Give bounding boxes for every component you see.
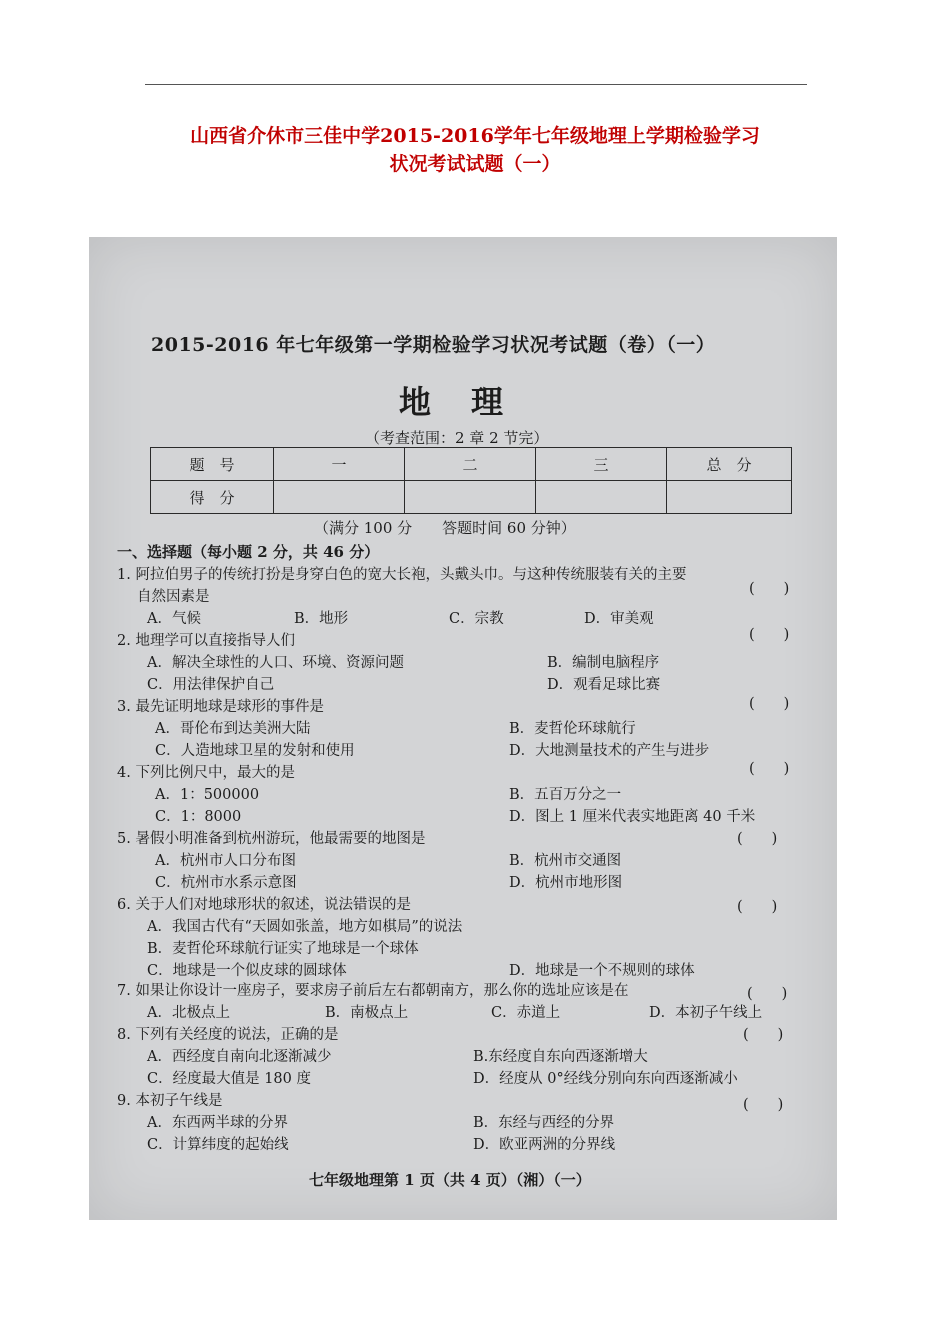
score-table-cell: 三 xyxy=(536,448,667,481)
option-a: A．解决全球性的人口、环境、资源问题 xyxy=(147,655,404,671)
score-table-row xyxy=(151,448,792,481)
answer-parentheses: ( ) xyxy=(749,627,790,643)
option-b: B．编制电脑程序 xyxy=(547,655,660,671)
option-a: A．杭州市人口分布图 xyxy=(155,853,296,869)
option-a: A．1：500000 xyxy=(155,787,260,803)
question-stem: 4. 下列比例尺中，最大的是 xyxy=(117,765,295,781)
option-c: C．经度最大值是 180 度 xyxy=(147,1071,311,1087)
question-stem: 3. 最先证明地球是球形的事件是 xyxy=(117,699,324,715)
score-table-cell xyxy=(536,481,667,514)
option-c: C．杭州市水系示意图 xyxy=(155,875,297,891)
score-table-cell: 二 xyxy=(405,448,536,481)
option-b: B．杭州市交通图 xyxy=(509,853,622,869)
answer-parentheses: ( ) xyxy=(737,899,778,915)
answer-parentheses: ( ) xyxy=(749,581,790,597)
option-c: C．人造地球卫星的发射和使用 xyxy=(155,743,355,759)
option-c: C．用法律保护自己 xyxy=(147,677,275,693)
option-b: B.东经度自东向西逐渐增大 xyxy=(473,1049,648,1065)
score-table-cell: 题 号 xyxy=(151,448,274,481)
score-table-cell: 一 xyxy=(274,448,405,481)
option-a: A．气候 xyxy=(147,611,201,627)
option-c: C．计算纬度的起始线 xyxy=(147,1137,289,1153)
option-c: C．宗教 xyxy=(449,611,504,627)
option-d: D．地球是一个不规则的球体 xyxy=(509,963,695,979)
question-stem: 1. 阿拉伯男子的传统打扮是身穿白色的宽大长袍，头戴头巾。与这种传统服装有关的主要 xyxy=(117,567,687,583)
option-b: B．地形 xyxy=(294,611,349,627)
option-d: D．经度从 0°经线分别向东向西逐渐减小 xyxy=(473,1071,738,1087)
score-table xyxy=(150,447,792,514)
score-table-cell: 得 分 xyxy=(151,481,274,514)
question-stem: 7. 如果让你设计一座房子，要求房子前后左右都朝南方，那么你的选址应该是在 xyxy=(117,983,629,999)
question-stem: 2. 地理学可以直接指导人们 xyxy=(117,633,295,649)
option-d: D．审美观 xyxy=(584,611,654,627)
document-title-line2: 状况考试试题（一） xyxy=(389,153,561,175)
question-stem: 9. 本初子午线是 xyxy=(117,1093,223,1109)
document-title xyxy=(120,122,830,178)
answer-parentheses: ( ) xyxy=(743,1097,784,1113)
option-d: D．图上 1 厘米代表实地距离 40 千米 xyxy=(509,809,756,825)
answer-parentheses: ( ) xyxy=(747,986,788,1002)
page-footer: 七年级地理第 1 页（共 4 页）（湘）（一） xyxy=(309,1171,591,1189)
option-d: D．本初子午线上 xyxy=(649,1005,763,1021)
answer-parentheses: ( ) xyxy=(749,761,790,777)
question-stem: 自然因素是 xyxy=(137,589,210,605)
option-c: C．地球是一个似皮球的圆球体 xyxy=(147,963,347,979)
option-a: A．东西两半球的分界 xyxy=(147,1115,288,1131)
section-title: 一、选择题（每小题 2 分，共 46 分） xyxy=(117,543,380,561)
top-divider xyxy=(145,84,807,85)
score-table-cell xyxy=(405,481,536,514)
option-b: B．南极点上 xyxy=(325,1005,409,1021)
option-a: A．西经度自南向北逐渐减少 xyxy=(147,1049,332,1065)
option-b: B．五百万分之一 xyxy=(509,787,622,803)
option-d: D．大地测量技术的产生与进步 xyxy=(509,743,710,759)
answer-parentheses: ( ) xyxy=(737,831,778,847)
exam-photo xyxy=(89,237,837,1220)
option-b: B．麦哲伦环球航行证实了地球是一个球体 xyxy=(147,941,419,957)
document-title-line1: 山西省介休市三佳中学2015-2016学年七年级地理上学期检验学习 xyxy=(190,125,760,147)
option-b: B．东经与西经的分界 xyxy=(473,1115,615,1131)
exam-subject: 地理 xyxy=(399,383,544,421)
score-table-cell: 总 分 xyxy=(667,448,792,481)
question-stem: 6. 关于人们对地球形状的叙述，说法错误的是 xyxy=(117,897,411,913)
question-stem: 8. 下列有关经度的说法，正确的是 xyxy=(117,1027,339,1043)
score-table-cell xyxy=(667,481,792,514)
score-table-row xyxy=(151,481,792,514)
option-d: D．杭州市地形图 xyxy=(509,875,623,891)
option-d: D．欧亚两洲的分界线 xyxy=(473,1137,616,1153)
question-stem: 5. 暑假小明准备到杭州游玩，他最需要的地图是 xyxy=(117,831,426,847)
option-c: C．1：8000 xyxy=(155,809,242,825)
option-c: C．赤道上 xyxy=(491,1005,561,1021)
answer-parentheses: ( ) xyxy=(743,1027,784,1043)
option-a: A．我国古代有“天圆如张盖，地方如棋局”的说法 xyxy=(147,919,463,935)
option-a: A．哥伦布到达美洲大陆 xyxy=(155,721,311,737)
full-mark-note: （满分 100 分 答题时间 60 分钟） xyxy=(314,519,576,537)
option-a: A．北极点上 xyxy=(147,1005,230,1021)
exam-scope: （考查范围：2 章 2 节完） xyxy=(365,429,549,447)
option-b: B．麦哲伦环球航行 xyxy=(509,721,636,737)
option-d: D．观看足球比赛 xyxy=(547,677,661,693)
answer-parentheses: ( ) xyxy=(749,696,790,712)
score-table-cell xyxy=(274,481,405,514)
exam-header: 2015-2016 年七年级第一学期检验学习状况考试题（卷）（一） xyxy=(151,334,716,356)
